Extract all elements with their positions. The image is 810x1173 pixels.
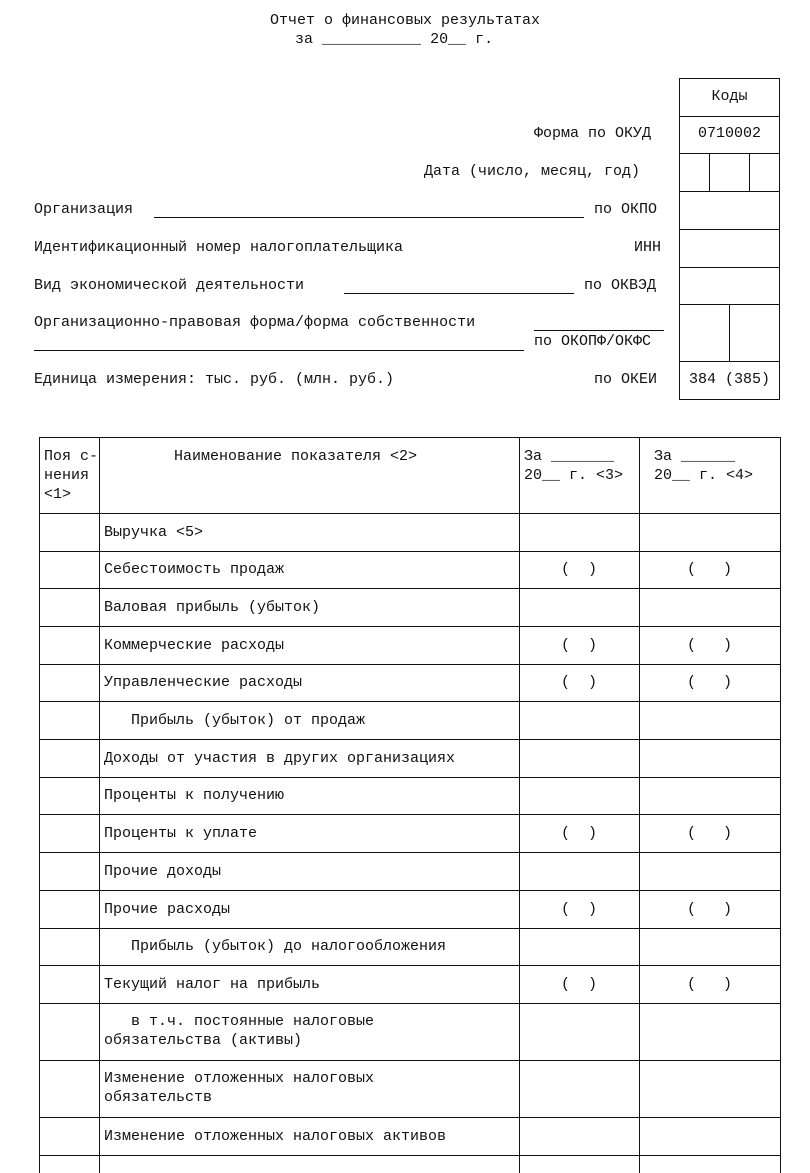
period1-header-line2: 20__ г. <3> — [524, 467, 624, 484]
inn-code-label: ИНН — [634, 239, 662, 256]
table-row-value-period1: ( ) — [560, 637, 597, 654]
table-row-divider — [39, 777, 780, 778]
table-row-label — [104, 598, 320, 617]
okei-label: по ОКЕИ — [594, 371, 658, 388]
table-row-divider — [39, 890, 780, 891]
table-row-divider — [39, 928, 780, 929]
report-period — [295, 31, 493, 48]
table-row-label — [104, 786, 284, 805]
table-column-divider — [99, 437, 100, 1173]
table-row-value-period1: ( ) — [560, 825, 597, 842]
codes-heading: Коды — [711, 88, 748, 105]
table-row-divider — [39, 551, 780, 552]
activity-label: Вид экономической деятельности — [34, 277, 305, 294]
table-row-label — [104, 900, 230, 919]
table-row-value-period2: ( ) — [686, 825, 732, 842]
table-row-label-line1: Выручка <5> — [104, 524, 204, 541]
notes-header-line2: нения — [44, 467, 90, 484]
table-row-label-line1: Изменение отложенных налоговых активов — [104, 1128, 447, 1145]
legal-form-blank-2 — [34, 350, 524, 351]
notes-header-line3: <1> — [44, 486, 72, 503]
table-row-label — [104, 1012, 374, 1050]
table-row-label-line2: обязательств — [104, 1089, 213, 1106]
table-column-divider — [639, 437, 640, 1173]
codes-divider — [679, 191, 780, 192]
table-row-label-line1: Прибыль (убыток) от продаж — [104, 712, 366, 729]
table-row-divider — [39, 701, 780, 702]
codes-divider — [679, 267, 780, 268]
okei-value: 384 (385) — [688, 371, 770, 388]
table-row-label — [104, 673, 302, 692]
table-column-divider — [780, 437, 781, 1173]
okved-label: по ОКВЭД — [584, 277, 657, 294]
notes-header — [44, 447, 98, 504]
table-row-value-period1: ( ) — [560, 976, 597, 993]
inn-label: Идентификационный номер налогоплательщика — [34, 239, 404, 256]
table-row-label-line1: Прочие расходы — [104, 901, 231, 918]
date-label: Дата (число, месяц, год) — [424, 163, 641, 180]
table-row-value-period2: ( ) — [686, 561, 732, 578]
table-row-value-period2: ( ) — [686, 976, 732, 993]
table-row-label-line1: Прибыль (убыток) до налогообложения — [104, 938, 447, 955]
table-row-label-line1: Валовая прибыль (убыток) — [104, 599, 321, 616]
table-row-label — [104, 1069, 374, 1107]
table-row-label — [104, 711, 365, 730]
table-row-label — [104, 824, 257, 843]
table-row-label-line1: Изменение отложенных налоговых — [104, 1070, 375, 1087]
table-row-value-period1: ( ) — [560, 901, 597, 918]
activity-blank-line — [344, 293, 574, 294]
period-prefix: за — [295, 31, 314, 48]
okud-value: 0710002 — [697, 125, 761, 142]
codes-divider — [679, 116, 780, 117]
date-cell-divider — [749, 153, 750, 191]
okpo-label: по ОКПО — [594, 201, 658, 218]
table-row-divider — [39, 437, 780, 438]
period1-header — [524, 447, 623, 485]
table-row-label-line1: Управленческие расходы — [104, 674, 303, 691]
okud-label: Форма по ОКУД — [534, 125, 652, 142]
table-row-divider — [39, 1003, 780, 1004]
codes-divider — [679, 229, 780, 230]
table-row-label-line1: Коммерческие расходы — [104, 637, 285, 654]
table-row-value-period1: ( ) — [560, 674, 597, 691]
period-year: 20__ г. — [430, 31, 494, 48]
table-row-divider — [39, 588, 780, 589]
table-row-label — [104, 1127, 446, 1146]
org-label: Организация — [34, 201, 134, 218]
okopf-cell-divider — [729, 304, 730, 361]
table-row-divider — [39, 513, 780, 514]
period1-header-line1: За _______ — [524, 448, 615, 465]
table-row-label-line1: Доходы от участия в других организациях — [104, 750, 456, 767]
table-row-divider — [39, 852, 780, 853]
unit-label: Единица измерения: тыс. руб. (млн. руб.) — [34, 371, 395, 388]
okopf-label: по ОКОПФ/ОКФС — [534, 333, 652, 350]
report-title: Отчет о финансовых результатах — [269, 12, 541, 29]
table-row-divider — [39, 814, 780, 815]
table-row-label-line1: Текущий налог на прибыль — [104, 976, 321, 993]
table-row-value-period2: ( ) — [686, 637, 732, 654]
period2-header-line1: За ______ — [654, 448, 736, 465]
period2-header — [654, 447, 753, 485]
notes-header-line1: Поя с- — [44, 448, 99, 465]
table-row-value-period2: ( ) — [686, 674, 732, 691]
name-header: Наименование показателя <2> — [174, 448, 418, 465]
org-blank-line — [154, 217, 584, 218]
date-cell-divider — [709, 153, 710, 191]
table-row-label-line1: в т.ч. постоянные налоговые — [104, 1013, 375, 1030]
table-row-label — [104, 862, 221, 881]
table-row-divider — [39, 1117, 780, 1118]
table-column-divider — [519, 437, 520, 1173]
table-row-divider — [39, 1060, 780, 1061]
table-row-divider — [39, 664, 780, 665]
table-row-label — [104, 560, 284, 579]
table-row-label — [104, 937, 446, 956]
table-column-divider — [39, 437, 40, 1173]
table-row-label — [104, 523, 203, 542]
table-row-divider — [39, 739, 780, 740]
codes-divider — [679, 361, 780, 362]
table-row-label — [104, 636, 284, 655]
table-row-divider — [39, 1155, 780, 1156]
legal-form-label: Организационно-правовая форма/форма собственности — [34, 314, 476, 331]
table-row-label — [104, 975, 320, 994]
period-blank: ___________ — [322, 31, 422, 48]
table-row-label — [104, 749, 455, 768]
table-row-label-line1: Прочие доходы — [104, 863, 222, 880]
table-row-label-line1: Проценты к получению — [104, 787, 285, 804]
table-row-label-line2: обязательства (активы) — [104, 1032, 303, 1049]
table-row-label-line1: Проценты к уплате — [104, 825, 258, 842]
legal-form-blank-1 — [534, 330, 664, 331]
period2-header-line2: 20__ г. <4> — [654, 467, 754, 484]
table-row-label-line1: Себестоимость продаж — [104, 561, 285, 578]
table-row-value-period1: ( ) — [560, 561, 597, 578]
table-row-divider — [39, 965, 780, 966]
codes-divider — [679, 153, 780, 154]
table-row-divider — [39, 626, 780, 627]
table-row-value-period2: ( ) — [686, 901, 732, 918]
